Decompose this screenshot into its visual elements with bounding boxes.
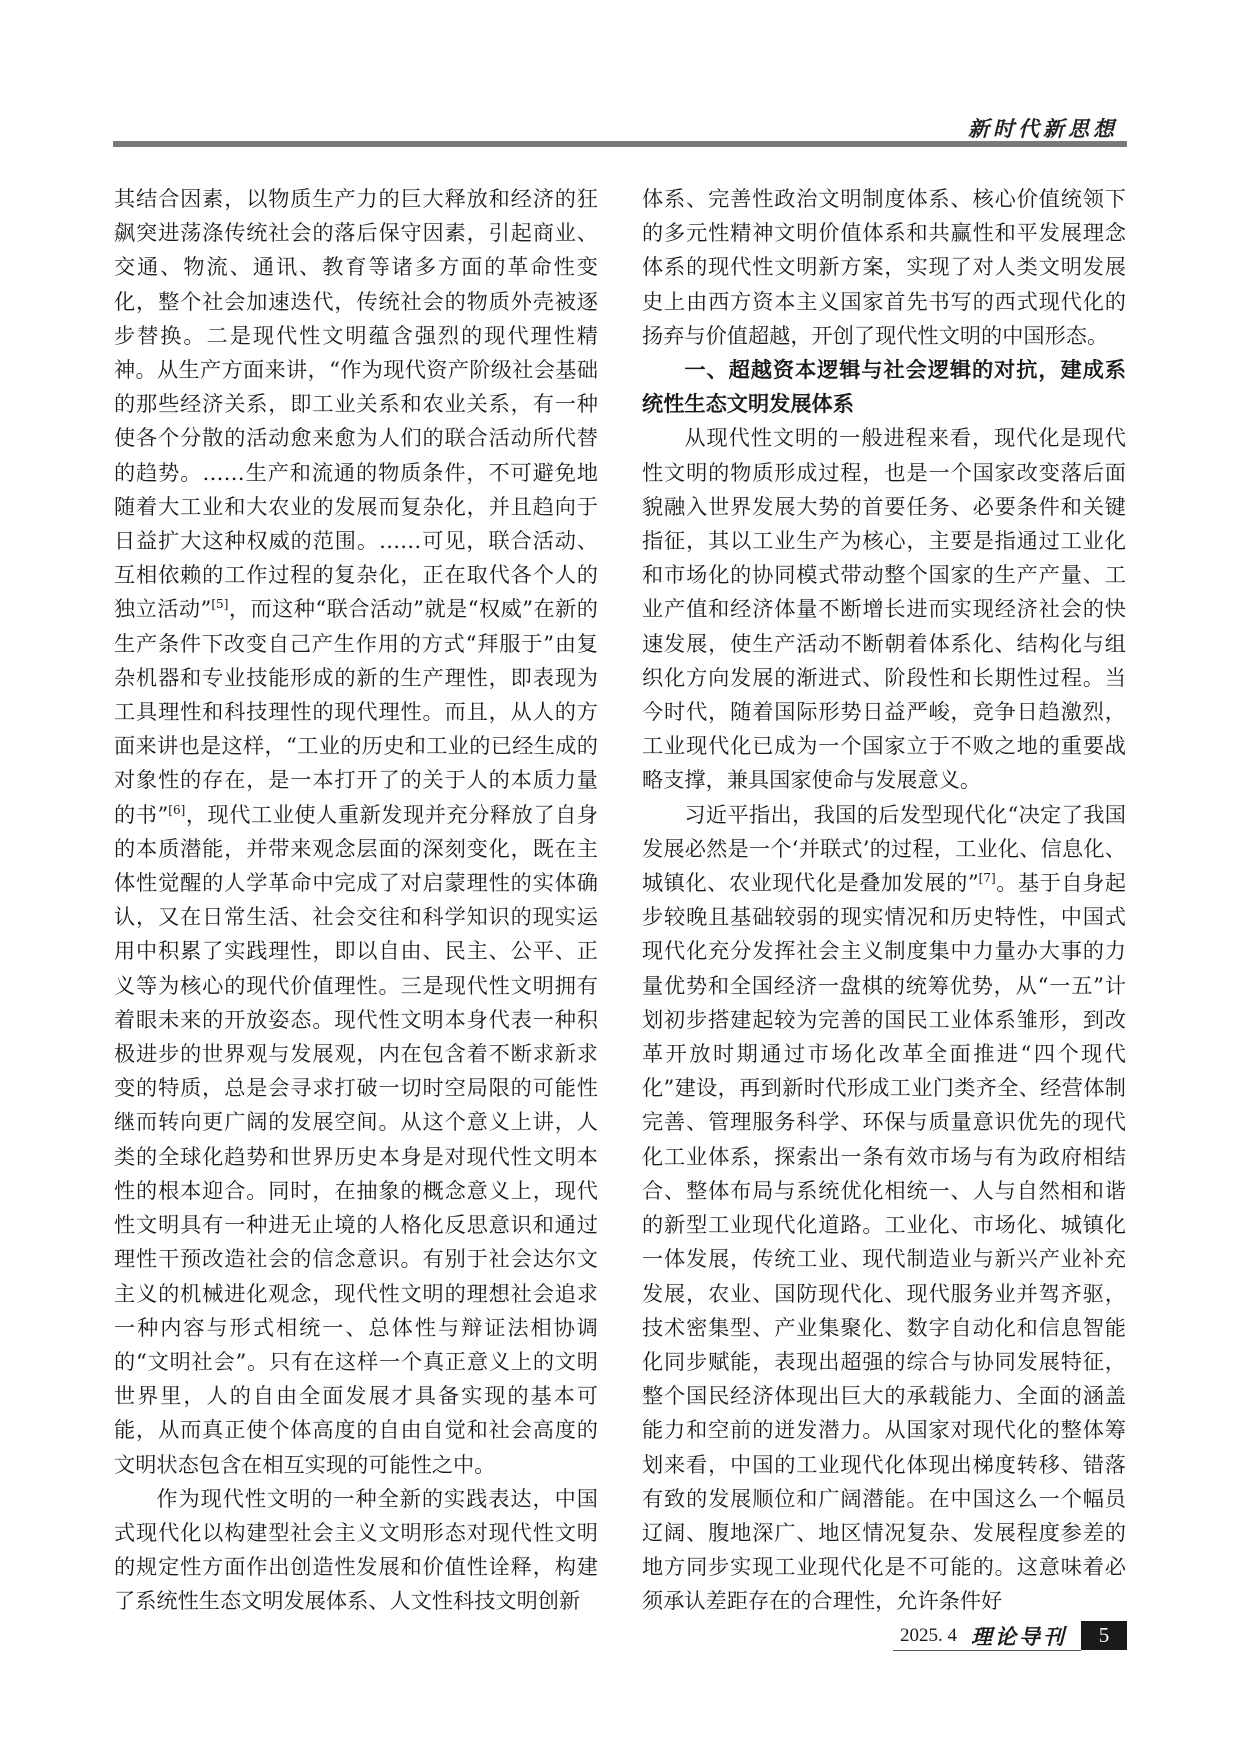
page-footer	[900, 1621, 1127, 1650]
right-column	[642, 182, 1126, 1614]
footer-rule	[893, 1650, 1081, 1651]
body-paragraph: 体系、完善性政治文明制度体系、核心价值统领下的多元性精神文明价值体系和共赢性和平发展理念体系的现代性文明新方案，实现了对人类文明发展史上由西方资本主义国家首先书写的西式现代化的扬弃与价值超越，开创了现代性文明的中国形态。	[642, 186, 1126, 348]
header-rule	[113, 141, 1127, 147]
body-paragraph: 作为现代性文明的一种全新的实践表达，中国式现代化以构建型社会主义文明形态对现代性文明的规定性方面作出创造性发展和价值性诠释，构建了系统性生态文明发展体系、人文性科技文明创新	[114, 1485, 598, 1614]
page-number: 5	[1081, 1621, 1127, 1650]
citation-5: [5]	[211, 597, 229, 612]
citation-7: [7]	[978, 871, 996, 885]
journal-name: 理论导刊	[971, 1623, 1067, 1649]
body-paragraph: 其结合因素，以物质生产力的巨大释放和经济的狂飙突进荡涤传统社会的落后保守因素，引起商业、交通、物流、通讯、教育等诸多方面的革命性变化，整个社会加速迭代，传统社会的物质外壳被逐步替换。二是现代性文明蕴含强烈的现代理性精神。从生产方面来讲，“作为现代资产阶级社会基础的那些经济关系，即工业关系和农业关系，有一种使各个分散的活动愈来愈为人们的联合活动所代替的趋势。……生产和流通的物质条件，不可避免地随着大工业和大农业的发展而复杂化，并且趋向于日益扩大这种权威的范围。……可见，联合活动、互相依赖的工作过程的复杂化，正在取代各个人的独立活动”[5]，而这种“联合活动”就是“权威”在新的生产条件下改变自己产生作用的方式“拜服于”由复杂机器和专业技能形成的新的生产理性，即表现为工具理性和科技理性的现代理性。而且，从人的方面来讲也是这样，“工业的历史和工业的已经生成的对象性的存在，是一本打开了的关于人的本质力量的书”[6]，现代工业使人重新发现并充分释放了自身的本质潜能，并带来观念层面的深刻变化，既在主体性觉醒的人学革命中完成了对启蒙理性的实体确认，又在日常生活、社会交往和科学知识的现实运用中积累了实践理性，即以自由、民主、公平、正义等为核心的现代价值理性。三是现代性文明拥有着眼未来的开放姿态。现代性文明本身代表一种积极进步的世界观与发展观，内在包含着不断求新求变的特质，总是会寻求打破一切时空局限的可能性继而转向更广阔的发展空间。从这个意义上讲，人类的全球化趋势和世界历史本身是对现代性文明本性的根本迎合。同时，在抽象的概念意义上，现代性文明具有一种进无止境的人格化反思意识和通过理性干预改造社会的信念意识。有别于社会达尔文主义的机械进化观念，现代性文明的理想社会追求一种内容与形式相统一、总体性与辩证法相协调的“文明社会”。只有在这样一个真正意义上的文明世界里，人的自由全面发展才具备实现的基本可能，从而真正使个体高度的自由自觉和社会高度的文明状态包含在相互实现的可能性之中。	[114, 186, 598, 1477]
left-column	[114, 182, 598, 1614]
issue-date: 2025. 4	[900, 1624, 957, 1646]
section-title: 新时代新思想	[968, 116, 1118, 141]
section-heading: 一、超越资本逻辑与社会逻辑的对抗，建成系统性生态文明发展体系	[642, 357, 1126, 417]
body-paragraph: 从现代性文明的一般进程来看，现代化是现代性文明的物质形成过程，也是一个国家改变落后面貌融入世界发展大势的首要任务、必要条件和关键指征，其以工业生产为核心，主要是指通过工业化和市场化的协同模式带动整个国家的生产产量、工业产值和经济体量不断增长进而实现经济社会的快速发展，使生产活动不断朝着体系化、结构化与组织化方向发展的渐进式、阶段性和长期性过程。当今时代，随着国际形势日益严峻，竞争日趋激烈，工业现代化已成为一个国家立于不败之地的重要战略支撑，兼具国家使命与发展意义。	[642, 425, 1126, 793]
citation-6: [6]	[168, 802, 186, 817]
body-paragraph: 习近平指出，我国的后发型现代化“决定了我国发展必然是一个‘并联式’的过程，工业化、信息化、城镇化、农业现代化是叠加发展的”[7]。基于自身起步较晚且基础较弱的现实情况和历史特性，中国式现代化充分发挥社会主义制度集中力量办大事的力量优势和全国经济一盘棋的统筹优势，从“一五”计划初步搭建起较为完善的国民工业体系雏形，到改革开放时期通过市场化改革全面推进“四个现代化”建设，再到新时代形成工业门类齐全、经营体制完善、管理服务科学、环保与质量意识优先的现代化工业体系，探索出一条有效市场与有为政府相结合、整体布局与系统优化相统一、人与自然相和谐的新型工业现代化道路。工业化、市场化、城镇化一体发展，传统工业、现代制造业与新兴产业补充发展，农业、国防现代化、现代服务业并驾齐驱，技术密集型、产业集聚化、数字自动化和信息智能化同步赋能，表现出超强的综合与协同发展特征，整个国民经济体现出巨大的承载能力、全面的涵盖能力和空前的迸发潜力。从国家对现代化的整体筹划来看，中国的工业现代化体现出梯度转移、错落有致的发展顺位和广阔潜能。在中国这么一个幅员辽阔、腹地深广、地区情况复杂、发展程度参差的地方同步实现工业现代化是不可能的。这意味着必须承认差距存在的合理性，允许条件好	[642, 801, 1126, 1614]
